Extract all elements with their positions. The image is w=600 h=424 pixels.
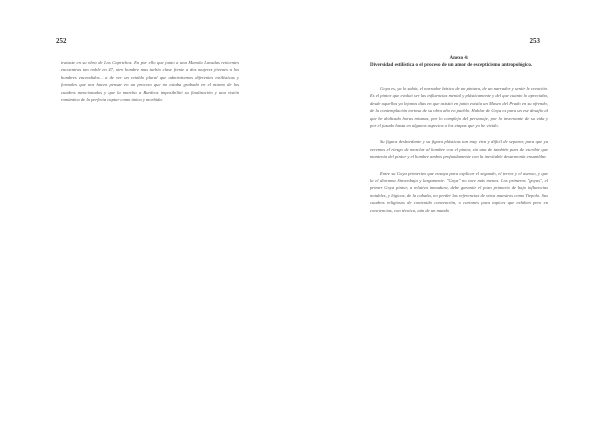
page-number-right: 253 bbox=[529, 37, 540, 45]
page-number-left: 252 bbox=[56, 37, 67, 45]
annex-subtitle: Diversidad estilística o el proceso de un amor de escepticismo antropológico. bbox=[370, 63, 533, 68]
annex-heading bbox=[370, 55, 548, 69]
right-page-text bbox=[370, 85, 548, 223]
left-page-text bbox=[61, 59, 239, 103]
right-page bbox=[300, 0, 600, 424]
annex-title: Anexo 4: bbox=[449, 56, 469, 61]
left-paragraph: trataste en su obra de Los Caprichos. En por ello que junto a una Manola Lavadas reticentes encuentras tan noble en 47, otro hombre mas turbio clase frente a dos mujeres jóvenes a los hombres encendidos... a de ver un retablo plural que admirásemos diferentes estilísticas y formales que nos hacen pensar en un proceso que no estaba grabado en el mismo de los cuadros mencionados y que la marcha a Burdeos imposibilitó su finalización y una visión romántica de la perfecta captar como única y morbida. bbox=[61, 60, 239, 103]
paragraph-1: Goya es, ya lo sabía, el narrador básico de un pintura, de un narrador y sentir le creación. Es el pintor que evaluó ser las influencias mental y plásticamente y del que cuanto lo apreciaba, desde aquellos ya lejanos días en que asistió en junto existía un Museo del Prado en su ofrendo, de la contemplación tortosa de su obra año en pueblo. Hablar de Goya es para un ese desafío al que he dedicado horas mismas, por lo complejo del personaje, por lo invernante de su vida y por el juzado basta en algunos aspectos a los etapas que yo he vivido. bbox=[370, 86, 548, 129]
paragraph-3: Entre su Goya primerizo que ensaya para explicar el segundo, el terror y el asenso, y que la el diorama Sinvenbaja y largamente. "Goya" no tuve más menos. Los primeros "goyas", el primer Goya pintor, a relativa inmadura, debe garantir el pozo primario de bajo influencias notables, y lógicas, de la cabaña, no perder las referencias de otros maestros como Tiepolo. Sus cuadros religiosos de contenido convención, o cartones para tapices que exhiben pero en conciencias, con técnica, aún de un mundo bbox=[370, 170, 548, 213]
paragraph-2: Su figura desbordante y su figura plásticas tan muy viva y difícil de separar, para que ya veremos el riesgo de mezclar al hombre con el pintor, sin una de también pues de escribir que mantenía del pintor y el hombre ambos profundamente con la inevitable desarmonía ensamblar. bbox=[370, 139, 548, 160]
